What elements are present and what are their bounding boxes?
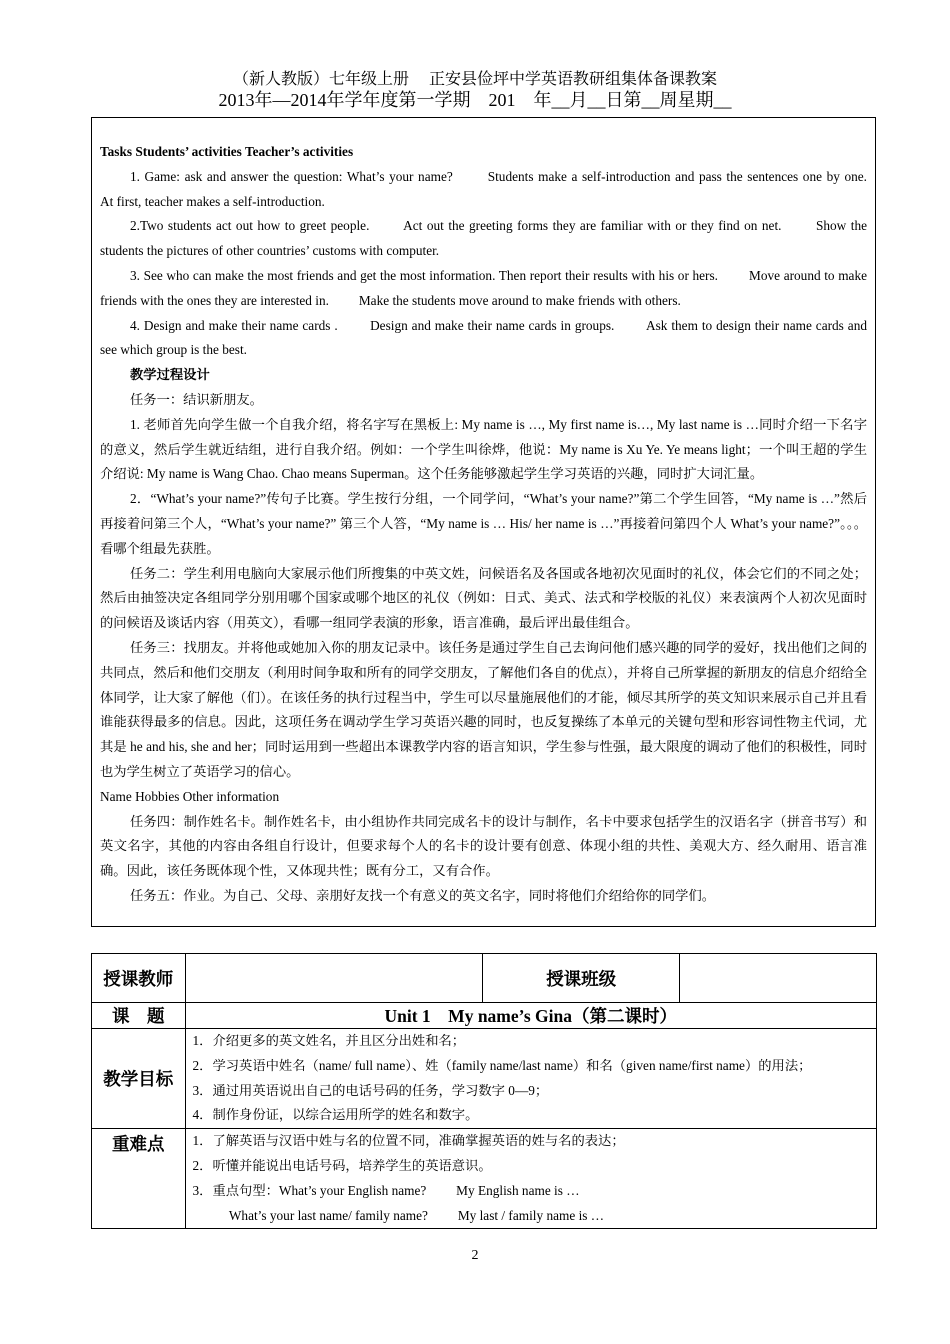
topic-label: 课 题 [92, 1003, 186, 1029]
task-paragraph: 2.Two students act out how to greet people. Act out the greeting forms they are familiar with or they find on net. Show the students the pictures of other countries’ customs with computer. [100, 218, 867, 259]
goal-item: 1．介绍更多的英文姓名，并且区分出姓和名； [192, 1033, 466, 1048]
task-paragraph: 4. Design and make their name cards . Design and make their name cards in groups. Ask them to design their name cards and see which group is the best. [100, 317, 867, 358]
teacher-value-cell [185, 954, 483, 1003]
class-value-cell [680, 954, 877, 1003]
header-line-1: （新人教版）七年级上册 正安县俭坪中学英语教研组集体备课教案 [232, 71, 717, 88]
tasks-heading: Tasks Students’ activities Teacher’s activities [100, 144, 354, 159]
key-point-item: 1．了解英语与汉语中姓与名的位置不同，准确掌握英语的姓与名的表达； [192, 1133, 625, 1149]
task4-paragraph: 任务四：制作姓名卡。制作姓名卡，由小组协作共同完成名卡的设计与制作，名卡中要求包括学生的汉语名字（拼音书写）和英文名字，其他的内容由各组自行设计，但要求每个人的名卡的设计要有创意、体现小组的共性、美观大方、经久耐用、语言准确。因此，该任务既体现个性，又体现共性；既有分工，又有合作。 [100, 813, 867, 879]
goal-item: 2．学习英语中姓名（name/ full name）、姓（family name/last name）和名（given name/first name）的用法； [192, 1057, 812, 1073]
task1-paragraph-2: 2．“What’s your name?”传句子比赛。学生按行分组，一个同学问，“What’s your name?”第二个学生回答，“My name is …”然后再接着问第三个人，“What’s your name?” 第三个人答，“My name is … His/ her name is …”再接着问第四个人 What’s your name?”。。。看哪个组最先获胜。 [100, 491, 867, 556]
teacher-label: 授课教师 [92, 954, 186, 1003]
lesson-info-table [91, 953, 877, 1229]
task-paragraph: 1. Game: ask and answer the question: What’s your name? Students make a self-introduction and pass the sentences one by one. At first, teacher makes a self-introduction. [100, 168, 897, 209]
task1-paragraph-1: 1. 老师首先向学生做一个自我介绍，将名字写在黑板上: My name is …, My first name is…, My last name is …同时介绍一下名字的意义，然后学生就近结组，进行自我介绍。例如：一个学生叫徐烨，他说：My name is Xu Ye. Ye means light；一个叫王超的学生介绍说: My name is Wang Chao. Chao means Superman。这个任务能够激起学生学习英语的兴趣，同时扩大词汇量。 [100, 416, 867, 482]
lesson-process-box [91, 117, 897, 927]
name-hobbies-line: Name Hobbies Other information [100, 788, 280, 804]
key-point-item: 2．听懂并能说出电话号码，培养学生的英语意识。 [192, 1157, 492, 1173]
page-number: 2 [471, 1248, 479, 1263]
header-line-2: 2013年—2014年学年度第一学期 201 年__月__日第__周星期__ [218, 90, 732, 110]
class-label: 授课班级 [483, 954, 680, 1003]
task-paragraph: 3. See who can make the most friends and get the most information. Then report their results with his or hers. Move around to make friends with the ones they are interested in. Make the students move around to make friends with others. [100, 267, 867, 308]
goals-label: 教学目标 [92, 1029, 186, 1129]
key-points-label: 重难点 [92, 1129, 186, 1229]
topic-value: Unit 1 My name’s Gina（第二课时） [185, 1003, 877, 1029]
task3-paragraph: 任务三：找朋友。并将他或她加入你的朋友记录中。该任务是通过学生自己去询问他们感兴趣的同学的爱好，找出他们之间的共同点，然后和他们交朋友（利用时间争取和所有的同学交朋友，了解他们各自的优点），并将自己所掌握的新朋友的信息介绍给全体同学，让大家了解他（们）。在该任务的执行过程当中，学生可以尽量施展他们的才能，倾尽其所学的英文知识来展示自己并且看谁能获得最多的信息。因此，这项任务在调动学生学习英语兴趣的同时，也反复操练了本单元的关键句型和形容词性物主代词，尤其是 he and his, she and her；同时运用到一些超出本课教学内容的语言知识，学生参与性强，最大限度的调动了他们的积极性，同时也为学生树立了英语学习的信心。 [100, 639, 867, 779]
task1-title: 任务一：结识新朋友。 [130, 391, 263, 407]
task2-paragraph: 任务二：学生利用电脑向大家展示他们所搜集的中英文姓，问候语名及各国或各地初次见面时的礼仪，体会它们的不同之处；然后由抽签决定各组同学分别用哪个国家或哪个地区的礼仪（例如：日式、美式、法式和学校版的礼仪）来表演两个人初次见面时的问候语及谈话内容（用英文），看哪一组同学表演的形象，语言准确，最后评出最佳组合。 [100, 565, 867, 631]
goal-item: 4．制作身份证，以综合运用所学的姓名和数字。 [192, 1107, 479, 1123]
key-point-item: 3．重点句型：What’s your English name? My English name is … [192, 1182, 580, 1198]
goals-list [185, 1029, 877, 1129]
design-title: 教学过程设计 [130, 367, 210, 383]
key-point-item: What’s your last name/ family name? My last / family name is … [212, 1207, 605, 1223]
key-points-list [185, 1129, 877, 1229]
goal-item: 3．通过用英语说出自己的电话号码的任务，学习数字 0—9； [192, 1082, 549, 1098]
task5-paragraph: 任务五：作业。为自己、父母、亲朋好友找一个有意义的英文名字，同时将他们介绍给你的同学们。 [130, 887, 716, 903]
